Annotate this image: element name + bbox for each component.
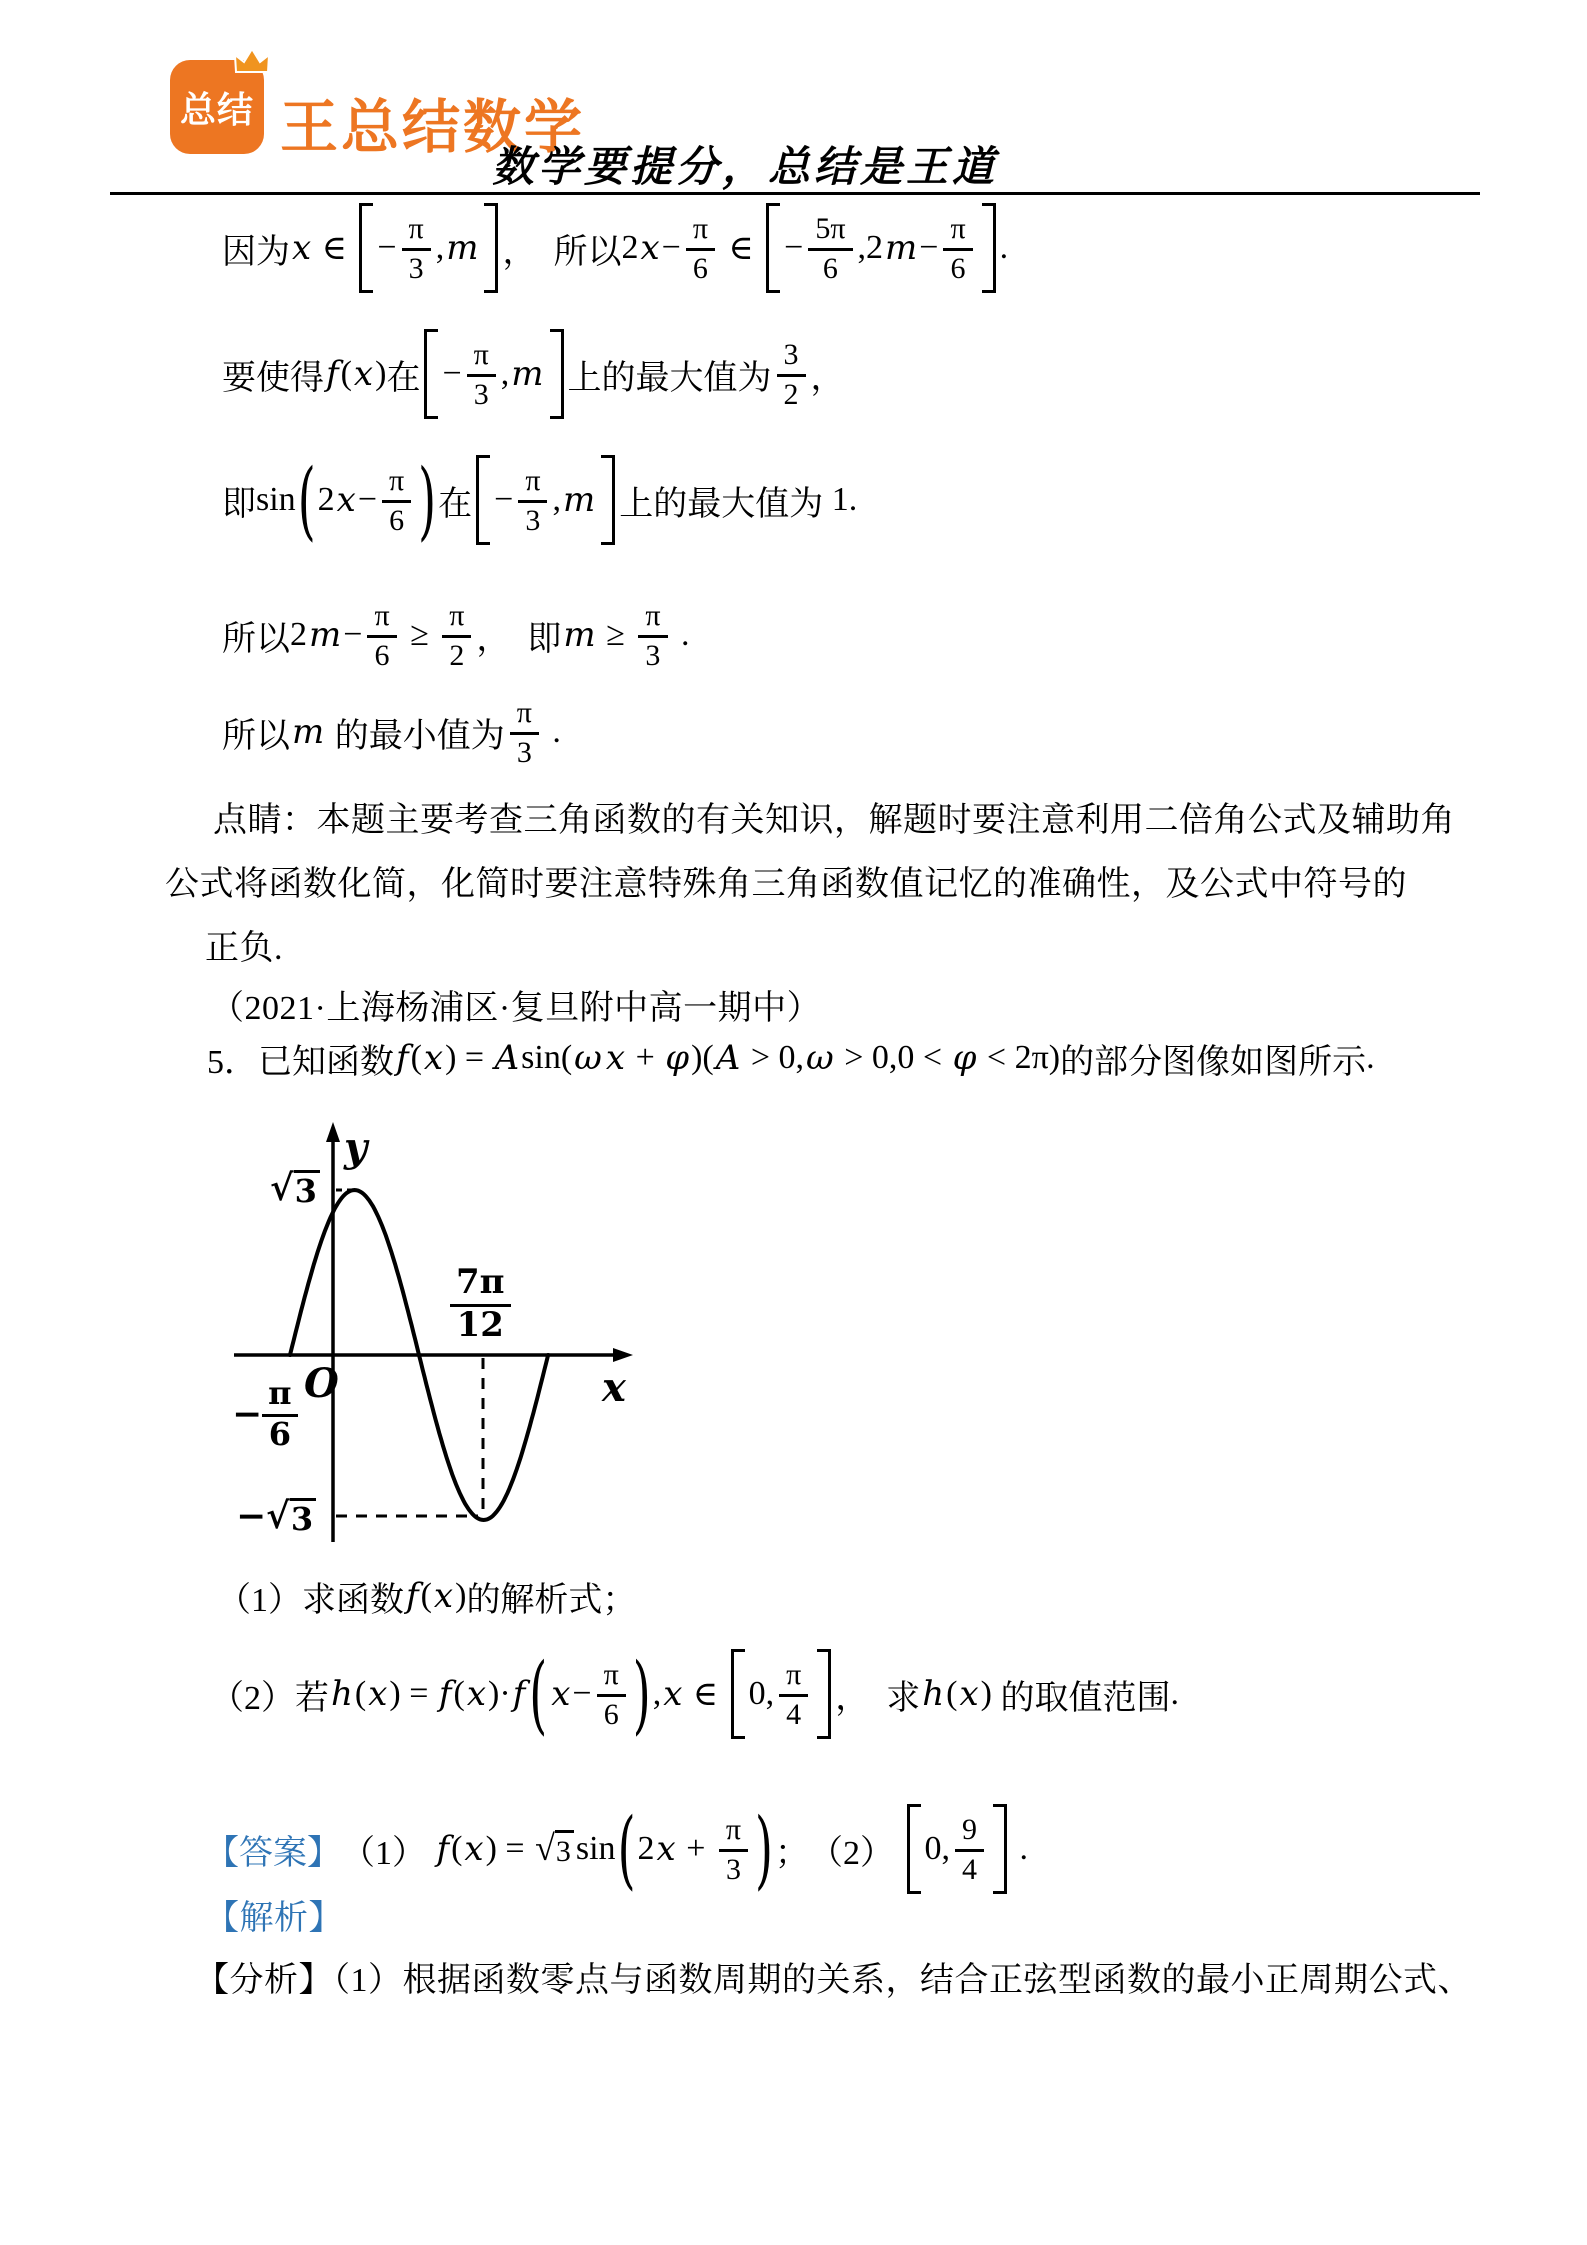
math-roman: − (661, 229, 681, 266)
right-bracket-icon (982, 203, 996, 293)
fraction (597, 1657, 626, 1731)
math-variable: f (326, 354, 339, 394)
math-variable: x (605, 1038, 626, 1078)
math-variable: m (562, 480, 596, 520)
fraction (382, 463, 411, 537)
fraction-denominator: 6 (692, 251, 708, 285)
question-1 (217, 1566, 636, 1626)
math-roman: < 2π) (978, 1039, 1061, 1076)
fraction (367, 598, 396, 672)
math-roman: 0, (748, 1675, 775, 1712)
left-bracket-icon (731, 1649, 745, 1739)
min-value: 3 (290, 1498, 316, 1535)
fraction (779, 1657, 808, 1731)
math-roman: . (672, 616, 690, 653)
math-variable: x (368, 1674, 388, 1714)
min-value-tick (236, 1495, 316, 1538)
math-variable: x (433, 1576, 454, 1616)
math-roman: 5． (207, 1043, 258, 1081)
math-roman: sin( (521, 1039, 573, 1076)
right-bracket-icon (993, 1804, 1007, 1894)
minimum-x-tick (450, 1264, 511, 1345)
fraction-denominator: 3 (516, 735, 532, 769)
right-bracket-icon (484, 203, 498, 293)
right-bracket-icon (601, 455, 615, 545)
note-paragraph-line-2: 公式将函数化简，化简时要注意特殊角三角函数值记忆的准确性，及公式中符号的 (165, 866, 1407, 903)
math-roman: ) (455, 1577, 467, 1614)
math-roman: ) = (485, 1830, 534, 1867)
math-variable: x (959, 1674, 979, 1714)
math-roman: 2 (290, 616, 307, 653)
math-roman: ) = (445, 1039, 493, 1076)
math-roman: ) (375, 355, 387, 392)
text: 的取值范围 (991, 1679, 1171, 1717)
math-variable: x (663, 1674, 683, 1714)
formula-line-3 (222, 448, 857, 552)
text: 已知函数 (258, 1043, 394, 1081)
fraction-numerator: 3 (777, 337, 806, 377)
x-axis-label: x (602, 1364, 626, 1411)
analysis-header: 【解析】 (205, 1900, 343, 1937)
math-variable: f (406, 1576, 419, 1616)
text: （2）若 (210, 1679, 329, 1717)
fraction-numerator: π (510, 695, 539, 735)
math-roman: > 0,0 < (835, 1039, 951, 1076)
fraction (518, 463, 547, 537)
header-divider (110, 192, 1480, 195)
math-variable: m (885, 228, 918, 268)
math-variable: φ (952, 1038, 977, 1078)
fraction-numerator: π (779, 1657, 808, 1697)
text: ， 所以 (502, 233, 622, 271)
math-variable: f (396, 1038, 409, 1078)
brand-logo-icon (170, 60, 264, 154)
problem-statement (207, 1028, 1375, 1088)
math-roman: ( (420, 1577, 432, 1614)
left-paren-icon: ( (617, 1799, 636, 1899)
max-value-tick (270, 1167, 320, 1210)
text: 所以 (222, 717, 290, 755)
math-variable: x (423, 1038, 444, 1078)
x-axis-arrow-icon (613, 1348, 633, 1362)
math-roman: ) = (389, 1675, 437, 1712)
math-roman: )· (488, 1675, 511, 1712)
right-paren-icon: ) (632, 1644, 651, 1744)
math-roman: + (627, 1039, 664, 1076)
section-label: 【答案】 (205, 1834, 341, 1872)
text: ， (810, 359, 845, 397)
math-variable: φ (665, 1038, 690, 1078)
left-zero-tick (232, 1376, 298, 1452)
math-variable: h (922, 1674, 945, 1714)
y-axis-arrow-icon (326, 1122, 340, 1142)
text: 的最小值为 (326, 717, 505, 755)
math-roman: , (500, 355, 510, 392)
fraction-denominator: 4 (962, 1852, 977, 1886)
sqrt (535, 1827, 574, 1869)
fraction-denominator: 3 (473, 377, 489, 411)
fraction-numerator: π (719, 1812, 748, 1852)
math-variable: m (511, 354, 544, 394)
math-variable: x (292, 228, 312, 268)
text: 所以 (222, 620, 290, 658)
y-axis-label: y (344, 1124, 368, 1171)
fraction-numerator: π (382, 463, 411, 503)
fraction-numerator: π (402, 211, 431, 251)
fraction-denominator: 3 (408, 251, 424, 285)
fraction-numerator: π (442, 598, 471, 638)
math-roman: − (357, 481, 378, 518)
math-roman: − (572, 1675, 592, 1712)
fraction-denominator: 2 (449, 638, 465, 672)
fraction-numerator: 5π (808, 211, 852, 251)
math-roman: − (919, 229, 939, 266)
math-roman: ( (946, 1675, 958, 1712)
text: （2） (809, 1834, 903, 1872)
frac-denominator: 12 (456, 1305, 504, 1346)
left-bracket-icon (424, 329, 438, 419)
math-variable: A (494, 1038, 520, 1078)
math-roman: )( (691, 1039, 714, 1076)
answer-line (205, 1794, 1028, 1904)
minus-sign: − (232, 1393, 263, 1436)
left-bracket-icon (766, 203, 780, 293)
text: 因为 (222, 233, 290, 271)
math-roman: 2 (621, 229, 639, 266)
brand-name: 王总结数学 (280, 95, 586, 160)
note-paragraph-line-3: 正负. (205, 930, 283, 967)
math-roman: 0, (924, 1830, 950, 1867)
math-roman: − (784, 229, 804, 266)
right-paren-icon: ) (755, 1799, 773, 1899)
problem-source: （2021·上海杨浦区·复旦附中高一期中） (210, 990, 822, 1027)
math-variable: m (309, 615, 342, 655)
max-value: 3 (294, 1170, 320, 1207)
frac-numerator: 7π (450, 1264, 511, 1307)
math-variable: ω (806, 1038, 834, 1078)
fraction-denominator: 3 (645, 638, 661, 672)
text: 上的最大值为 (619, 485, 824, 523)
math-variable: x (656, 1829, 676, 1869)
origin-label: O (304, 1360, 339, 1407)
fraction (402, 211, 431, 285)
text: 要使得 (222, 359, 324, 397)
crown-icon (232, 46, 272, 74)
text: 上的最大值为 (567, 359, 772, 397)
math-roman: − (377, 229, 397, 266)
math-roman: ( (354, 1675, 367, 1712)
fraction-numerator: π (638, 598, 667, 638)
formula-line-2 (222, 322, 845, 426)
text: 在 (386, 359, 421, 397)
minus-sign: − (236, 1495, 267, 1537)
math-variable: f (438, 1674, 452, 1714)
math-roman: ( (410, 1039, 422, 1076)
text: （1）求函数 (217, 1581, 404, 1619)
left-bracket-icon (476, 455, 490, 545)
frac-numerator: π (262, 1376, 297, 1417)
math-variable: x (464, 1829, 484, 1869)
math-roman: sin (256, 481, 296, 518)
right-bracket-icon (817, 1649, 831, 1739)
fraction (467, 337, 496, 411)
math-roman: ( (453, 1675, 465, 1712)
text: （1） (341, 1834, 435, 1872)
fraction-numerator: π (597, 1657, 626, 1697)
slogan: 数学要提分，总结是王道 (492, 145, 999, 191)
formula-line-1 (222, 196, 1008, 300)
math-roman: ≥ (401, 616, 438, 653)
math-variable: m (292, 712, 325, 752)
fraction (719, 1812, 748, 1886)
text: 在 (438, 485, 473, 523)
fraction-denominator: 6 (950, 251, 966, 285)
text: ， 即 (476, 620, 562, 658)
math-variable: ω (574, 1038, 602, 1078)
math-roman: − (442, 355, 462, 392)
radical-icon: √ (535, 1827, 555, 1868)
math-variable: m (563, 615, 596, 655)
math-roman: 2 (317, 481, 335, 518)
fraction-denominator: 2 (783, 377, 799, 411)
math-variable: f (512, 1674, 526, 1714)
fraction (808, 211, 852, 285)
radical-icon: √ (266, 1495, 290, 1537)
text: 即 (222, 485, 256, 523)
math-roman: ∈ (684, 1676, 727, 1713)
math-roman: ) (980, 1675, 992, 1712)
math-variable: m (446, 228, 479, 268)
fraction-numerator: π (367, 598, 396, 638)
logo-icon-text: 总结 (179, 88, 254, 130)
math-roman: − (343, 616, 363, 653)
math-roman: + (677, 1830, 714, 1867)
fraction (955, 1812, 984, 1886)
fraction-denominator: 3 (525, 503, 541, 537)
fraction-denominator: 4 (786, 1697, 802, 1731)
frac-denominator: 6 (268, 1415, 292, 1454)
radical-icon: √ (270, 1167, 294, 1209)
math-variable: x (551, 1674, 571, 1714)
fraction (638, 598, 667, 672)
fraction-numerator: π (518, 463, 547, 503)
fraction (442, 598, 471, 672)
fraction (686, 211, 715, 285)
math-roman: , (857, 229, 866, 266)
math-roman: , (552, 481, 561, 518)
math-roman: sin (575, 1830, 616, 1867)
left-bracket-icon (359, 203, 373, 293)
fraction (777, 337, 806, 411)
math-variable: f (436, 1829, 450, 1869)
fraction (510, 695, 539, 769)
math-roman: . (1366, 1039, 1375, 1076)
math-roman: . (543, 713, 561, 750)
math-roman: ； (775, 1834, 809, 1872)
formula-line-4 (222, 586, 690, 684)
math-roman: ∈ (313, 230, 356, 267)
question-2 (210, 1642, 1179, 1746)
fraction (943, 211, 972, 285)
text: 的解析式； (466, 1581, 637, 1619)
fraction-denominator: 6 (389, 503, 405, 537)
math-variable: x (353, 354, 374, 394)
fraction-denominator: 6 (374, 638, 390, 672)
analysis-line-1: 【分析】（1）根据函数零点与函数周期的关系，结合正弦型函数的最小正周期公式、 (195, 1962, 1472, 1999)
math-roman: − (494, 481, 514, 518)
sqrt-value: 3 (555, 1830, 574, 1869)
math-roman: ≥ (597, 616, 634, 653)
fraction-numerator: π (943, 211, 972, 251)
math-roman: ( (451, 1830, 463, 1867)
math-roman: , (435, 229, 445, 266)
math-roman: 2 (637, 1830, 655, 1867)
math-roman: . (999, 229, 1009, 266)
formula-line-5 (222, 684, 561, 780)
right-bracket-icon (550, 329, 564, 419)
fraction-denominator: 6 (603, 1697, 619, 1731)
math-variable: A (715, 1038, 741, 1078)
note-paragraph-line-1: 点睛：本题主要考查三角函数的有关知识，解题时要注意利用二倍角公式及辅助角 (213, 802, 1455, 839)
left-bracket-icon (907, 1804, 921, 1894)
fraction-numerator: 9 (955, 1812, 984, 1852)
left-paren-icon: ( (297, 450, 316, 550)
fraction-numerator: π (686, 211, 715, 251)
math-roman: ( (340, 355, 352, 392)
math-variable: h (331, 1674, 353, 1714)
fraction-numerator: π (467, 337, 496, 377)
math-variable: x (336, 480, 356, 520)
math-roman: . (1011, 1830, 1028, 1867)
math-variable: x (466, 1674, 487, 1714)
math-roman: , (652, 1675, 662, 1712)
math-roman: ∈ (719, 230, 763, 267)
math-roman: 1. (823, 481, 858, 518)
fraction-denominator: 3 (725, 1852, 741, 1886)
fraction-denominator: 6 (822, 251, 838, 285)
math-roman: . (1170, 1675, 1179, 1712)
right-paren-icon: ) (418, 450, 437, 550)
math-roman: 2 (866, 229, 883, 266)
sine-graph-figure (212, 1118, 682, 1550)
math-roman: > 0, (742, 1039, 804, 1076)
text: ， 求 (835, 1679, 921, 1717)
text: 的部分图像如图所示 (1060, 1043, 1367, 1081)
left-paren-icon: ( (529, 1644, 548, 1744)
math-variable: x (640, 228, 660, 268)
